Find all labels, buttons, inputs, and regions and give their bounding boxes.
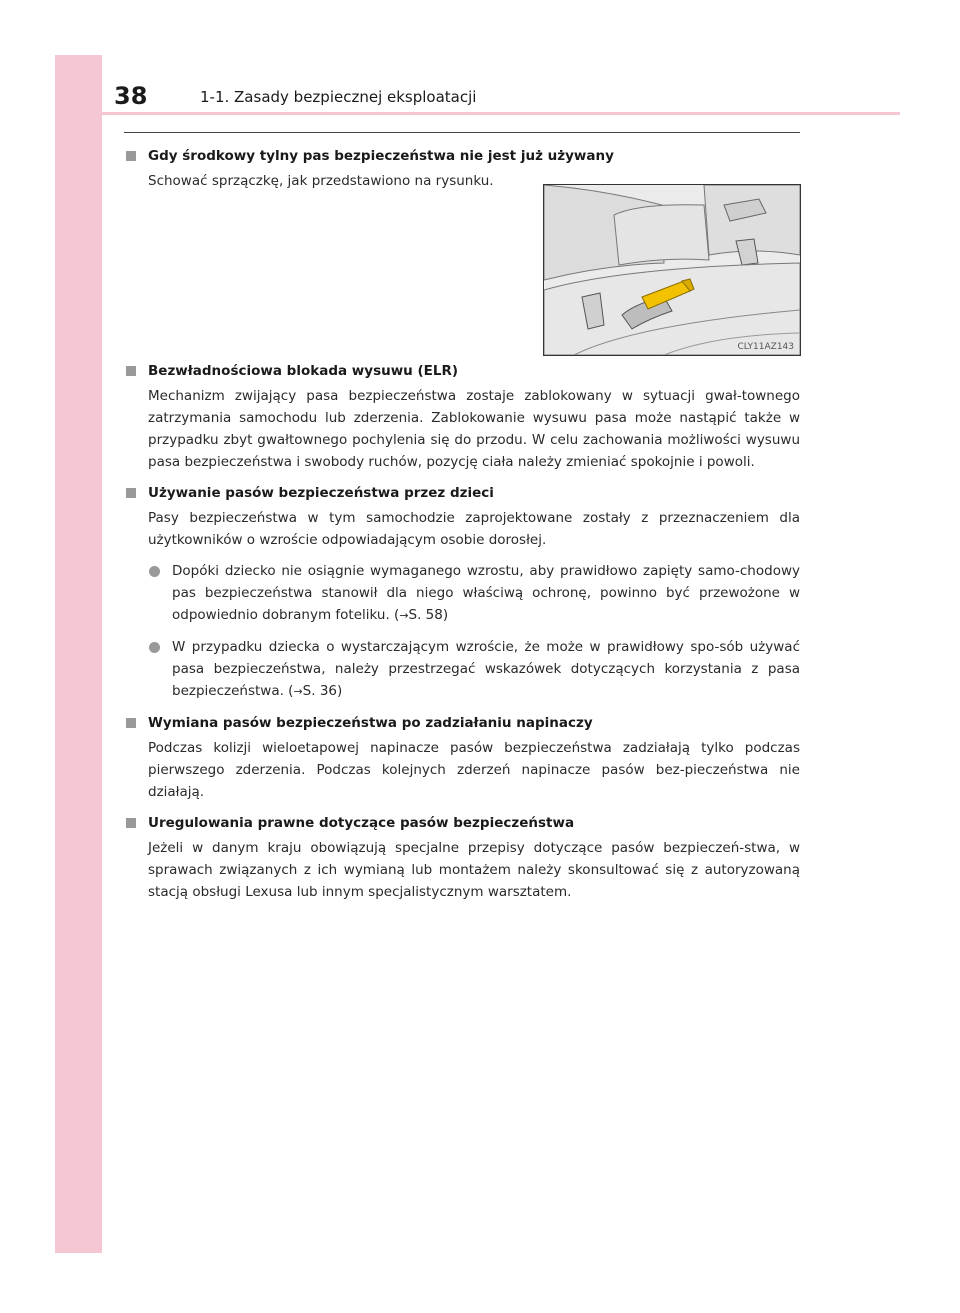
round-bullet-icon xyxy=(149,642,160,653)
heading-text: Uregulowania prawne dotyczące pasów bezpieczeństwa xyxy=(148,815,575,831)
section-title: 1-1. Zasady bezpiecznej eksploatacji xyxy=(200,88,477,106)
section-paragraph: Jeżeli w danym kraju obowiązują specjalne przepisy dotyczące pasów bezpieczeń-stwa, w sprawach związanych z ich wymianą lub montażem należy skonsultować się z autoryzowaną stacją obsługi Lexusa lub innym specjalistycznym warsztatem. xyxy=(148,840,800,900)
page-reference-link[interactable]: S. 58 xyxy=(408,607,443,623)
round-bullet-icon xyxy=(149,566,160,577)
content-rule xyxy=(124,132,800,133)
square-bullet-icon xyxy=(126,366,136,376)
section-heading xyxy=(124,360,800,382)
section-item xyxy=(124,360,800,473)
section-paragraph: Mechanizm zwijający pasa bezpieczeństwa zostaje zablokowany w sytuacji gwał-townego zatrzymania samochodu lub zderzenia. Zablokowanie wysuwu pasa może nastąpić także w przypadku zbyt gwałtownego pochylenia się do przodu. W celu zachowania możliwości wysuwu pasa bezpieczeństwa i swobody ruchów, pozycję ciała należy zmieniać spokojnie i powoli. xyxy=(148,388,800,470)
heading-text: Używanie pasów bezpieczeństwa przez dzieci xyxy=(148,485,494,501)
section-heading xyxy=(124,712,800,734)
heading-text: Wymiana pasów bezpieczeństwa po zadziałaniu napinaczy xyxy=(148,715,593,731)
side-tab-bar xyxy=(55,55,102,1253)
arrow-right-icon: → xyxy=(399,609,409,622)
header-divider xyxy=(102,112,900,115)
heading-text: Bezwładnościowa blokada wysuwu (ELR) xyxy=(148,363,459,379)
section-paragraph: Pasy bezpieczeństwa w tym samochodzie zaprojektowane zostały z przeznaczeniem dla użytkowników o wzroście odpowiadającym osobie dorosłej. xyxy=(148,510,800,548)
section-heading xyxy=(124,145,800,167)
section-paragraph: Podczas kolizji wieloetapowej napinacze pasów bezpieczeństwa zadziałają tylko podczas pierwszego zderzenia. Podczas kolejnych zderzeń napinacze pasów bez-pieczeństwa nie działają. xyxy=(148,740,800,800)
figure-code: CLY11AZ143 xyxy=(737,342,794,352)
square-bullet-icon xyxy=(126,488,136,498)
section-heading xyxy=(124,482,800,504)
section-item xyxy=(124,712,800,803)
arrow-right-icon: → xyxy=(293,685,303,698)
section-item xyxy=(124,812,800,903)
square-bullet-icon xyxy=(126,151,136,161)
heading-text: Gdy środkowy tylny pas bezpieczeństwa nie jest już używany xyxy=(148,148,614,164)
section-item xyxy=(124,482,800,703)
list-item: Dopóki dziecko nie osiągnie wymaganego wzrostu, aby prawidłowo zapięty samo-chodowy pas bezpieczeństwa stanowił dla niego właściwą ochronę, powinno być przewożone w odpowiednio dobranym foteliku. (→S. 58) xyxy=(124,560,800,627)
page-number: 38 xyxy=(114,82,148,110)
square-bullet-icon xyxy=(126,718,136,728)
section-item xyxy=(124,145,800,192)
page-reference-link[interactable]: S. 36 xyxy=(302,683,338,699)
section-heading xyxy=(124,812,800,834)
section-paragraph: Schować sprzączkę, jak przedstawiono na rysunku. xyxy=(148,173,494,189)
list-item: W przypadku dziecka o wystarczającym wzroście, że może w prawidłowy spo-sób używać pasa bezpieczeństwa, należy przestrzegać wskazówek dotyczących korzystania z pasa bezpieczeństwa. (→S. 36) xyxy=(124,636,800,703)
square-bullet-icon xyxy=(126,818,136,828)
page-content xyxy=(124,145,800,903)
